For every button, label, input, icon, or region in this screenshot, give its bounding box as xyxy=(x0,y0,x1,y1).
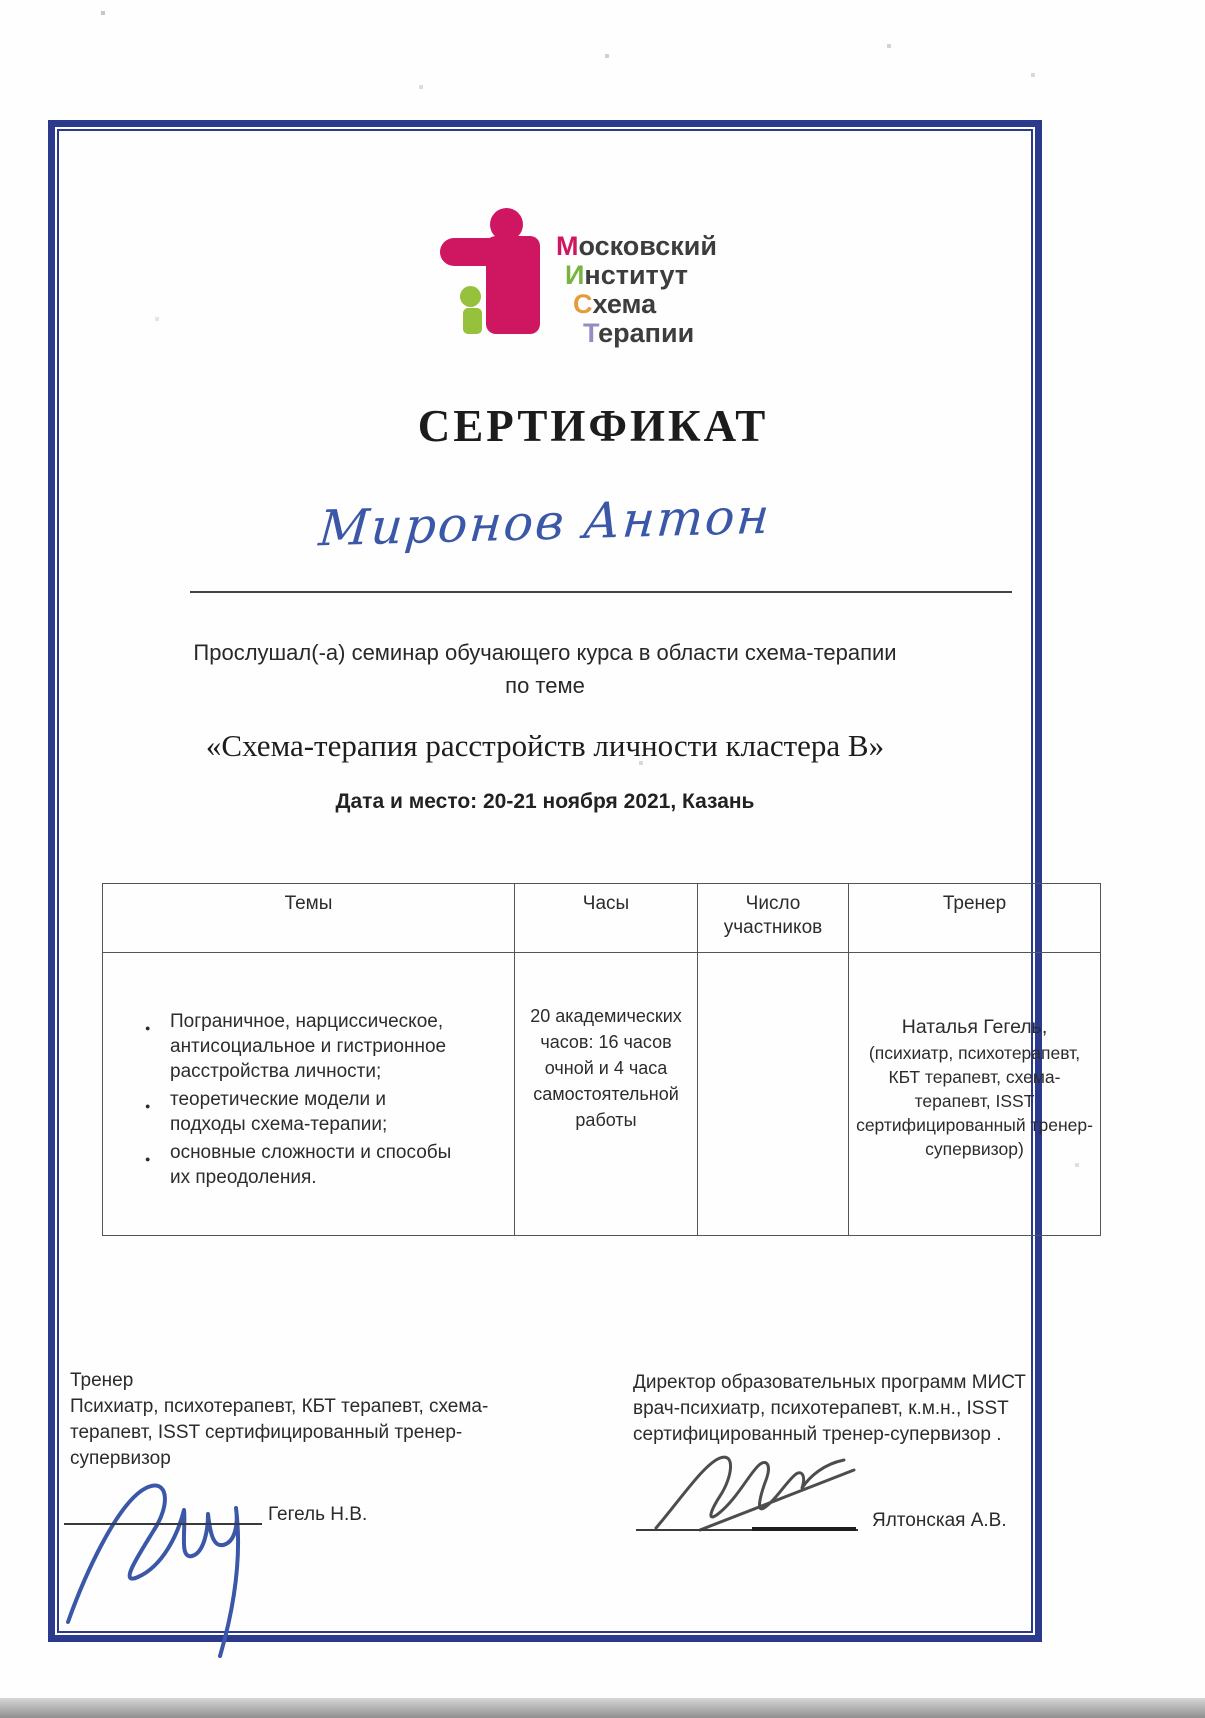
signer-role: Тренер xyxy=(70,1370,134,1391)
course-title: «Схема-терапия расстройств личности кластера В» xyxy=(205,728,885,763)
logo-line-therapy: Терапии xyxy=(583,318,695,348)
intro-text xyxy=(48,636,1042,702)
logo-child-body xyxy=(463,308,482,334)
logo-line-schema: Схема xyxy=(573,289,657,319)
intro-line-2: по теме xyxy=(505,673,585,698)
logo-line-institute: Институт xyxy=(565,260,689,290)
topics-list xyxy=(143,1009,463,1190)
list-item: ● Пограничное, нарциссическое, антисоциальное и гистрионное расстройства личности; xyxy=(143,1009,463,1084)
recipient-name-underline xyxy=(190,591,1012,593)
signer-credentials: врач-психиатр, психотерапевт, к.м.н., ISST сертифицированный тренер-супервизор . xyxy=(633,1398,1009,1445)
logo-adult-head xyxy=(490,208,523,241)
trainer-signature-stroke xyxy=(68,1485,238,1656)
list-item: ● основные сложности и способы их преодоления. xyxy=(143,1140,463,1190)
logo-line-moscow: Московский xyxy=(556,231,717,261)
column-header-participants: Число участников xyxy=(698,884,849,953)
signer-role: Директор образовательных программ МИСТ xyxy=(633,1372,1026,1393)
table-header-row xyxy=(103,884,1101,953)
list-item: ● теоретические модели и подходы схема-терапии; xyxy=(143,1087,463,1137)
intro-line-1: Прослушал(-а) семинар обучающего курса в области схема-терапии xyxy=(193,640,897,665)
table-row xyxy=(103,953,1101,1236)
signature-line-segment xyxy=(752,1527,856,1531)
column-header-hours: Часы xyxy=(515,884,698,953)
signer-name: Ялтонская А.В. xyxy=(872,1510,1007,1531)
mist-logo xyxy=(440,200,740,350)
director-signature-stroke xyxy=(656,1457,854,1530)
signer-credentials: Психиатр, психотерапевт, КБТ терапевт, схема-терапевт, ISST сертифицированный тренер-супервизор xyxy=(70,1396,489,1469)
trainer-signature xyxy=(50,1426,285,1661)
column-header-topics: Темы xyxy=(103,884,515,953)
date-place: Дата и место: 20-21 ноября 2021, Казань xyxy=(335,790,755,813)
course-table xyxy=(102,883,1101,1236)
signer-name: Гегель Н.В. xyxy=(268,1504,368,1525)
logo-adult-body xyxy=(486,236,540,334)
trainer-cell xyxy=(849,953,1101,1236)
mist-logo-wordmark xyxy=(556,232,717,348)
recipient-handwritten-name: Миронов Антон xyxy=(316,487,774,558)
director-signature xyxy=(640,1430,880,1540)
signature-line xyxy=(64,1523,262,1525)
trainer-credentials: (психиатр, психотерапевт, КБТ терапевт, схема-терапевт, ISST сертифицированный тренер-супервизор) xyxy=(856,1043,1093,1159)
hours-cell: 20 академических часов: 16 часов очной и 4 часа самостоятельной работы xyxy=(515,953,698,1236)
page-title: СЕРТИФИКАТ xyxy=(417,401,769,451)
column-header-trainer: Тренер xyxy=(849,884,1101,953)
scan-noise xyxy=(0,0,2,2)
scan-edge-bar xyxy=(0,1698,1205,1718)
trainer-name: Наталья Гегель, xyxy=(901,1016,1048,1038)
participants-cell xyxy=(698,953,849,1236)
logo-child-head xyxy=(460,286,481,307)
topics-cell xyxy=(103,953,515,1236)
mist-logo-icon xyxy=(440,200,545,335)
